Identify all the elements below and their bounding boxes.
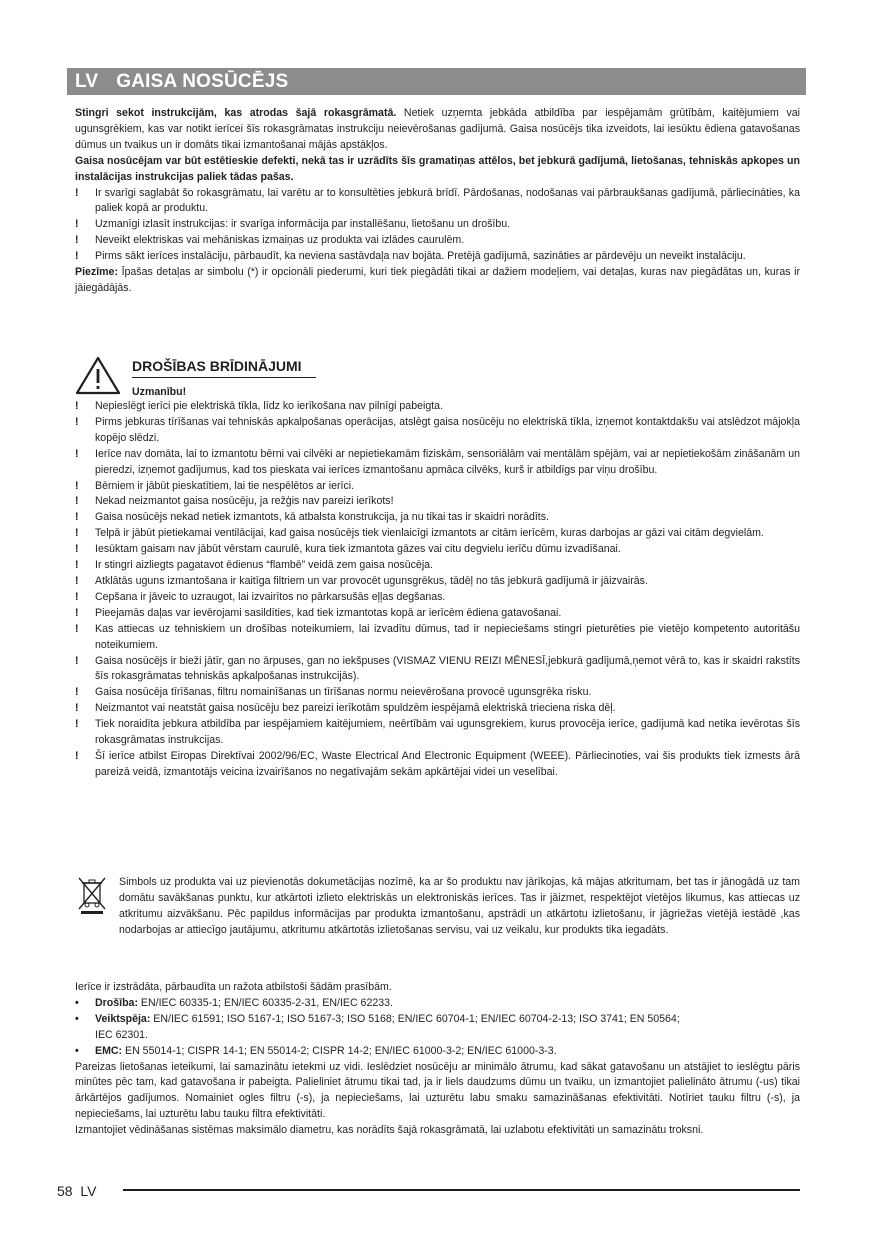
warning-text: Iesūktam gaisam nav jābūt vērstam caurulē, kura tiek izmantota gāzes vai citu degvielu ierīču dūmu izvadīšanai.	[95, 543, 621, 556]
warning-item	[75, 447, 800, 479]
list-item: ! Ir svarīgi saglabāt šo rokasgrāmatu, lai varētu ar to konsultēties jebkurā brīdī. Pārdošanas, nodošanas vai pārbraukšanas gadījumā, pārliecināties, ka paliek kopā ar produktu.	[75, 186, 800, 218]
warning-item	[75, 701, 800, 717]
list-item: ! Neveikt elektriskas vai mehāniskas izmaiņas uz produkta vai izlādes caurulēm.	[75, 233, 800, 249]
warning-item	[75, 479, 800, 495]
page-footer	[57, 1183, 96, 1199]
list-item: ! Pirms sākt ierīces instalāciju, pārbaudīt, ka neviena sastāvdaļa nav bojāta. Pretējā gadījumā, sazināties ar pārdevēju un neveikt instalāciju.	[75, 249, 800, 265]
exclamation-mark: !	[75, 495, 79, 508]
exclamation-mark: !	[75, 559, 79, 572]
list-item: ! Uzmanīgi izlasīt instrukcijas: ir svarīga informācija par installēšanu, lietošanu un drošību.	[75, 217, 800, 233]
warning-text: Kas attiecas uz tehniskiem un drošības noteikumiem, lai izvadītu dūmus, tad ir nepieciešams stingri pieturēties pie vietējo kompetento autoritāšu noteikumiem.	[95, 622, 800, 651]
intro-bold: Stingri sekot instrukcijām, kas atrodas šajā rokasgrāmatā.	[75, 107, 397, 119]
exclamation-mark: !	[75, 415, 79, 428]
warning-item	[75, 622, 800, 654]
intro-paragraph-1	[75, 106, 800, 154]
spec-item: • EMC: EN 55014-1; CISPR 14-1; EN 55014-2; CISPR 14-2; EN/IEC 61000-3-2; EN/IEC 61000-3-3.	[75, 1044, 557, 1057]
warning-item	[75, 510, 800, 526]
exclamation-mark: !	[75, 702, 79, 715]
warning-text: Nepieslēgt ierīci pie elektriskā tīkla, līdz ko ierīkošana nav pilnīgi pabeigta.	[95, 400, 444, 412]
warning-triangle-icon	[75, 355, 121, 395]
warning-text: Gaisa nosūcēja tīrīšanas, filtru nomainīšanas un tīrīšanas normu neievērošana provocē ugunsgrēka risku.	[95, 686, 592, 699]
warning-item	[75, 685, 800, 701]
warning-text: Telpā ir jābūt pietiekamai ventilācijai, kad gaisa nosūcējs tiek vienlaicīgi izmantots ar citām ierīcēm, kuras darbojas ar gāzi vai citām degvielām.	[95, 527, 764, 540]
exclamation-mark: !	[75, 543, 79, 556]
eco-advice-paragraph: Pareizas lietošanas ieteikumi, lai samazinātu ietekmi uz vidi. Ieslēdziet nosūcēju ar minimālo ātrumu, kad sākat gatavošanu un atstājiet to ieslēgtu pāris minūtes pēc tam, kad gatavošana ir pabeigta. Palieliniet ātrumu tikai tad, ja ir liels daudzums dūmu un tvaiku, un izmantojiet palielināto ātrumu (-us) tikai ārkārtējos gadījumos. Nomainiet ogles filtru (-s), ja nepieciešams, lai uzturētu labu smaku samazināšanas efektivitāti. Notīriet tauku filtru (-s), ja nepieciešams, lai uzturētu labu tauku filtra efektivitāti.	[75, 1060, 800, 1121]
warning-item	[75, 574, 800, 590]
warnings-subtitle: Uzmanību!	[132, 386, 187, 398]
section-header	[67, 68, 806, 95]
exclamation-mark: !	[75, 447, 79, 460]
warnings-heading	[75, 355, 800, 399]
exclamation-mark: !	[75, 250, 79, 263]
intro-section	[75, 106, 800, 297]
exclamation-mark: !	[75, 622, 79, 635]
note-paragraph	[75, 265, 800, 297]
specs-intro: Ierīce ir izstrādāta, pārbaudīta un ražota atbilstoši šādām prasībām.	[75, 981, 392, 993]
footer-lang: LV	[80, 1183, 97, 1199]
header-lang: LV	[75, 71, 99, 92]
exclamation-mark: !	[75, 186, 79, 199]
spec-item: • Drošība: EN/IEC 60335-1; EN/IEC 60335-2-31, EN/IEC 62233.	[75, 996, 393, 1009]
exclamation-mark: !	[75, 606, 79, 619]
safety-warnings-section	[75, 355, 800, 781]
warning-item	[75, 749, 800, 781]
exclamation-mark: !	[75, 686, 79, 699]
warning-text: Tiek noraidīta jebkura atbildība par iespējamiem kaitējumiem, neērtībām vai ugunsgrekiem, kurus provocēja ierīce, gadījumā kad netika ievērotas šīs rokasgrāmatas instrukcijas.	[95, 718, 800, 747]
warning-item	[75, 558, 800, 574]
exclamation-mark: !	[75, 511, 79, 524]
footer-divider	[123, 1189, 800, 1191]
warning-text: Pirms jebkuras tīrīšanas vai tehniskās apkalpošanas operācijas, atslēgt gaisa nosūcēju no elektriskā tīkla, izņemot kontaktdakšu vai atslēdzot mājokļa kopējo slēdzi.	[95, 415, 800, 444]
warning-item	[75, 606, 800, 622]
warning-item	[75, 590, 800, 606]
warning-item	[75, 494, 800, 510]
exclamation-mark: !	[75, 479, 79, 492]
exclamation-mark: !	[75, 749, 79, 762]
note-text: Īpašas detaļas ar simbolu (*) ir opcionāli piederumi, kuri tiek piegādāti tikai ar dažiem modeļiem, vai detaļas, kuras nav piegādātas un, kuras ir jāiegādājās.	[75, 266, 800, 294]
diameter-advice-paragraph: Izmantojiet vēdināšanas sistēmas maksimālo diametru, kas norādīts šajā rokasgrāmatā, lai uzlabotu efektivitāti un samazinātu troksni.	[75, 1124, 704, 1137]
exclamation-mark: !	[75, 654, 79, 667]
warning-item	[75, 654, 800, 686]
warning-item	[75, 542, 800, 558]
spec-item: • Veiktspēja: EN/IEC 61591; ISO 5167-1; ISO 5167-3; ISO 5168; EN/IEC 60704-1; EN/IEC 60704-2-13; ISO 3741; EN 50564; IEC 62301.	[75, 1012, 680, 1041]
header-title: GAISA NOSŪCĒJS	[116, 71, 289, 92]
page-number: 58	[57, 1183, 73, 1199]
warning-text: Neizmantot vai neatstāt gaisa nosūcēju bez pareizi ierīkotām spuldzēm iespējamā elektriskā trieciena riska dēļ.	[95, 702, 616, 715]
exclamation-mark: !	[75, 718, 79, 731]
warning-item	[75, 415, 800, 447]
warning-text: Pieejamās daļas var ievērojami sasildīties, kad tiek izmantotas kopā ar ierīcēm ēdiena gatavošanai.	[95, 606, 562, 619]
intro-text: Netiek uzņemta jebkāda atbildība par iespējamām grūtībām, kaitējumiem vai ugunsgrēkiem, kas var notikt ierīcei šīs rokasgrāmatas instrukciju neievērošanas gadījumā. Gaisa nosūcējs tika izveidots, lai iesūktu ēdiena gatavošanas dūmus un tvaikus un ir domāts tikai izmantošanai mājās apstākļos.	[75, 107, 800, 151]
note-label: Piezīme:	[75, 266, 118, 279]
weee-section	[75, 875, 800, 939]
warning-text: Bērniem ir jābūt pieskatītiem, lai tie nespēlētos ar ierīci.	[95, 479, 355, 492]
warning-item	[75, 399, 800, 415]
warnings-title: DROŠĪBAS BRĪDINĀJUMI	[132, 359, 316, 378]
intro-list	[75, 186, 800, 266]
warning-text: Ierīce nav domāta, lai to izmantotu bērni vai cilvēki ar nepietiekamām fiziskām, sensoriālām vai mentālām spējām, vai ar nepietiekošām zināšanām un pieredzi, izņemot gadījumus, kad tos pieskata vai ierīces izmantošanu apmāca cilvēks, kurš ir atbildīgs par viņu drošību.	[95, 447, 800, 476]
weee-paragraph: Simbols uz produkta vai uz pievienotās dokumetācijas nozīmē, ka ar šo produktu nav jārīkojas, kā mājas atkritumam, bet tas ir jānogādā uz tam domātu savākšanas punktu, kur atkārtoti izlieto elektriskās un elektroniskās ierīces. Tas ir jāizmet, respektējot vietējos likumus, kas attiecas uz atkritumu aizvākšanu. Pēc papildus informācijas par produkta izmantošanu, apstrādi un atkārtotu izlietošanu, ir jāgriežas vietējā iestādē ,kas nodarbojas ar attiecīgo jautājumu, atkritumu atkārtotās izlietošanas servisu, vai uz veikalu, kur produkts tika iegadāts.	[119, 876, 800, 936]
exclamation-mark: !	[75, 218, 79, 231]
warning-item	[75, 526, 800, 542]
warning-text: Nekad neizmantot gaisa nosūcēju, ja režģis nav pareizi ierīkots!	[95, 495, 394, 508]
warning-item	[75, 717, 800, 749]
exclamation-mark: !	[75, 234, 79, 247]
exclamation-mark: !	[75, 400, 79, 412]
warning-text: Cepšana ir jāveic to uzraugot, lai izvairītos no pārkarsušās eļļas degšanas.	[95, 590, 446, 603]
warning-text: Šī ierīce atbilst Eiropas Direktīvai 2002/96/EC, Waste Electrical And Electronic Equipment (WEEE). Pārliecinoties, vai šis produkts tiek izmests ārā pareizā veidā, izmantotājs veicina izvairīšanos no negatīvajām sekām apkārtējai videi un veselībai.	[95, 749, 800, 778]
intro-paragraph-2: Gaisa nosūcējam var būt estētieskie defekti, nekā tas ir uzrādīts šīs gramatiņas attēlos, bet jebkurā gadījumā, lietošanas, tehniskās apkopes un instalācijas instrukcijas paliek tādas pašas.	[75, 154, 800, 183]
warning-text: Gaisa nosūcējs ir bieži jātīr, gan no ārpuses, gan no iekšpuses (VISMAZ VIENU REIZI MĒNESĪ,jebkurā gadījumā,ņemot vērā to, kas ir skaidri rakstīts šīs rokasgrāmatas tehniskās apkalpošanas instrukcijās).	[95, 654, 800, 683]
exclamation-mark: !	[75, 590, 79, 603]
warnings-list	[75, 399, 800, 781]
exclamation-mark: !	[75, 527, 79, 540]
warning-text: Atklātās uguns izmantošana ir kaitīga filtriem un var provocēt ugunsgrēkus, tādēļ no tās jebkurā gadījumā ir jāizvairās.	[95, 574, 648, 587]
specs-section	[75, 980, 800, 1139]
warning-text: Gaisa nosūcējs nekad netiek izmantots, kā atbalsta konstrukcija, ja nu tikai tas ir skaidri norādīts.	[95, 511, 549, 524]
warning-text: Ir stingri aizliegts pagatavot ēdienus “flambē” veidā zem gaisa nosūcēja.	[95, 559, 434, 572]
exclamation-mark: !	[75, 574, 79, 587]
